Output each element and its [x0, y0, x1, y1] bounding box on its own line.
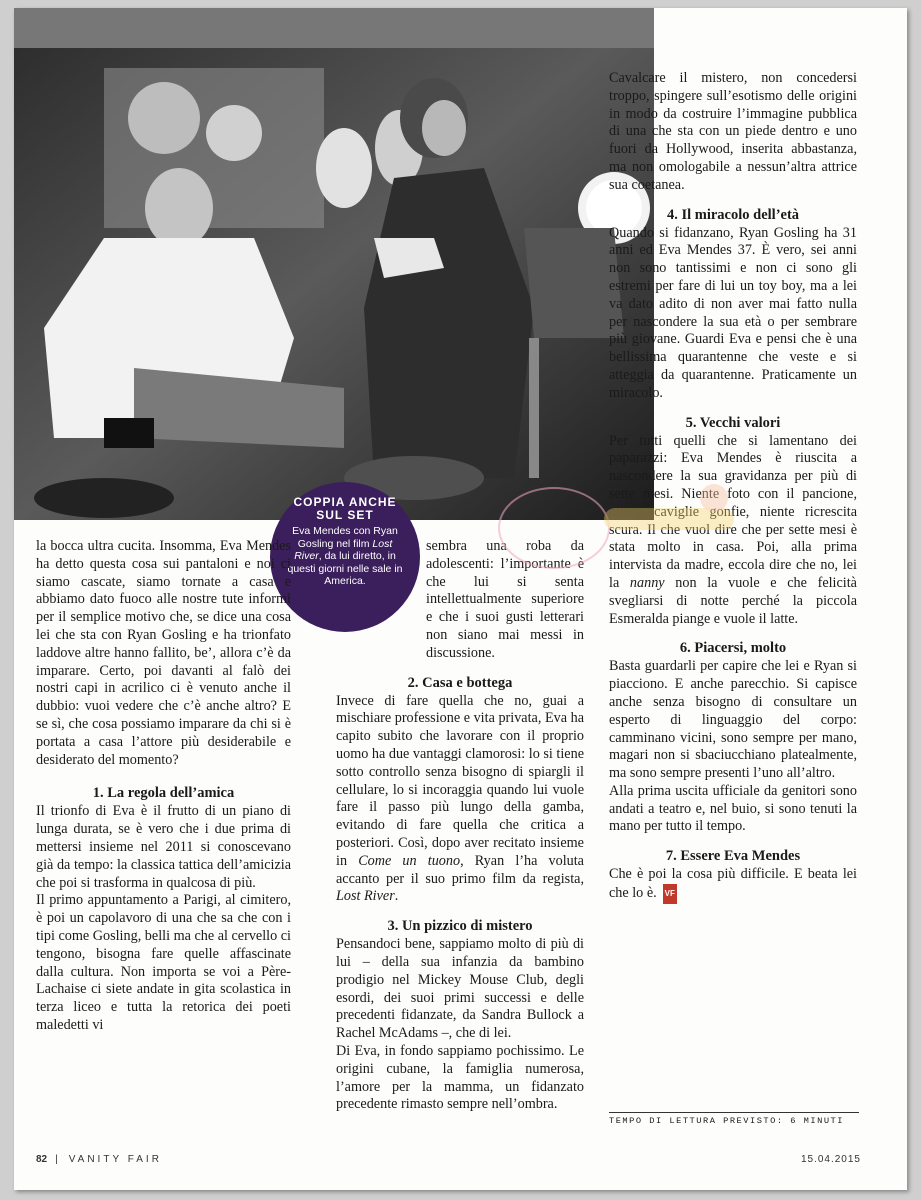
section-heading-1: 1. La regola dell’amica: [92, 785, 235, 802]
photo-illustration: [14, 8, 654, 520]
col3-paragraph-4: Basta guardarli per capire che lei e Ryan si piacciono. E anche parecchio. Si capisce anche senza bisogno di consultare un esperto di linguaggio del corpo: camminano vicini, sono sempre per mano, magari non si sbaciucchiano platealmente, ma sono sempre presenti l’uno all’altro.: [609, 658, 857, 782]
p11-text: Che è poi la cosa più difficile. E beata lei che lo è.: [609, 866, 857, 902]
section-heading-5: 5. Vecchi valori: [685, 414, 781, 431]
caption-title: COPPIA ANCHE SUL SET: [293, 495, 397, 522]
section-heading-4: 4. Il miracolo dell’età: [666, 206, 800, 223]
footer-separator: |: [55, 1154, 61, 1165]
p3-part-a: Invece di fare quella che no, guai a mischiare professione e vita privata, Eva ha capito subito che lavorare con il proprio uomo ha due vantaggi clamorosi: lo si tiene sotto controllo senza bisogno di spiargli il cellulare, lo si incoraggia quando lui vuole fare il passo più lungo della gamba, evitando di fare quella che critica a posteriori. Così, dopo aver recitato insieme in: [336, 692, 584, 869]
col2-paragraph-2: Pensandoci bene, sappiamo molto di più di lui – della sua infanzia da bambino prodigio nel Mickey Mouse Club, degli esordi, dei suoi primi successi e delle precedenti fidanzate, da Sandra Bullock a Rachel McAdams –, che di lei.: [336, 936, 584, 1042]
section-heading-3: 3. Un pizzico di mistero: [387, 918, 533, 935]
p3-film-1: Come un tuono: [358, 852, 461, 869]
reading-time: TEMPO DI LETTURA PREVISTO: 6 MINUTI: [609, 1112, 859, 1126]
section-heading-6: 6. Piacersi, molto: [679, 640, 787, 657]
backstage-photo: [14, 8, 654, 520]
caption-text-a: Eva Mendes con Ryan Gosling nel film: [292, 525, 398, 550]
col1-paragraph-1: Il trionfo di Eva è il frutto di un piano di lunga durata, se è vero che i due prima di mettersi insieme nel 2011 si conoscevano già da tempo: la classica tattica dell’amicizia che poi si trasforma in qualcosa di più.: [36, 803, 291, 891]
issue-date: 15.04.2015: [800, 1154, 861, 1165]
p8-part-a: Per tutti quelli che si lamentano dei paparazzi: Eva Mendes è riuscita a nascondere la sua gravidanza per più di sette mesi. Niente foto con il pancione, niente caviglie gonfie, niente ricrescita scura. Il che vuol dire che per sette mesi è stata molto in casa. Poi, alla prima intervista da madre, eccola dire che no, lei la: [609, 432, 857, 591]
p3-part-b: , Ryan l’ha voluta accanto per il suo primo film da regista,: [336, 852, 584, 887]
section-heading-2: 2. Casa e bottega: [407, 674, 513, 691]
p8-nanny: nanny: [629, 574, 665, 591]
p8-part-b: non la vuole e che felicità svegliarsi di notte perché la piccola Esmeralda piange e vuole il latte.: [609, 574, 857, 627]
col3-paragraph-6: [609, 866, 857, 904]
col2-paragraph-1: [336, 693, 584, 907]
col3-paragraph-3: [609, 433, 857, 629]
page-footer: [36, 1154, 861, 1165]
col3-paragraph-2: Quando si fidanzano, Ryan Gosling ha 31 anni ed Eva Mendes 37. È vero, sei anni non sono tantissimi e non ci sono gli estremi per fare di lui un toy boy, ma a lei va dato adito di non aver mai fatto nulla per nascondere la sua età o per sembrare più giovane. Guardi Eva e pensi che è una bellissima quarantenne che veste e si atteggia da quarantenne. Praticamente un miracolo.: [609, 224, 857, 401]
column-2: [336, 538, 584, 1114]
col3-paragraph-1: Cavalcare il mistero, non concedersi troppo, spingere sull’esotismo delle origini in modo da costruire l’immagine pubblica di una che sta con un piede dentro e uno fuori da Hollywood, inserita abbastanza, ma non omologabile a nessun’altra attrice sua coetanea.: [609, 70, 857, 193]
end-mark-icon: VF: [663, 884, 677, 904]
column-1: [36, 538, 291, 1035]
p3-part-c: .: [394, 888, 399, 905]
section-heading-7: 7. Essere Eva Mendes: [665, 848, 801, 865]
col1-paragraph-2: Il primo appuntamento a Parigi, al cimitero, è poi un capolavoro di una che sa che con i tipi come Gosling, belli ma che al cervello ci tengono, bisogna fare quelle affascinate dalla cultura. Non importa se voi a Père-Lachaise ci siete andate in gita scolastica in terza liceo e tutta la retorica dei poeti maledetti vi: [36, 892, 291, 1033]
col3-paragraph-5: Alla prima uscita ufficiale da genitori sono andati a teatro e, nel buio, si sono tenuti la mano per tutto il tempo.: [609, 782, 857, 835]
column-3: [609, 70, 857, 904]
col2-lead: sembra una roba da adolescenti: l’importante è che lui si senta intellettualmente superiore e che i suoi gusti letterari non siano mai messi in discussione.: [426, 538, 584, 661]
col2-paragraph-3: Di Eva, in fondo sappiamo pochissimo. Le origini cubane, la famiglia numerosa, l’amore per la mamma, un fidanzato precedente rimasto sempre nell’ombra.: [336, 1042, 584, 1113]
magazine-page: [14, 8, 907, 1190]
page-number: 82: [36, 1154, 48, 1165]
col1-lead: la bocca ultra cucita. Insomma, Eva Mendes ha detto questa cosa sui pantaloni e noi ci siamo cascate, siamo tornate a casa e abbiamo dato fuoco alle nostre tute informi per il semplice motivo che, se dice una cosa lei che sta con Ryan Gosling e ha trionfato laddove altre hanno fallito, be’, allora c’è da imparare. Certo, poi davanti al falò dei nostri capi in acrilico ci è venuto anche il dubbio: vuoi vedere che c’è anche altro? E se sì, che cosa possiamo imparare da chi si è portata a casa l’attore più desiderabile e desiderato del momento?: [36, 538, 291, 768]
p3-film-2: Lost River: [336, 888, 395, 905]
caption-film: Lost River: [294, 537, 393, 562]
caption-text-b: , da lui diretto, in questi giorni nelle sale in America.: [287, 550, 403, 587]
magazine-name: VANITY FAIR: [68, 1154, 162, 1165]
